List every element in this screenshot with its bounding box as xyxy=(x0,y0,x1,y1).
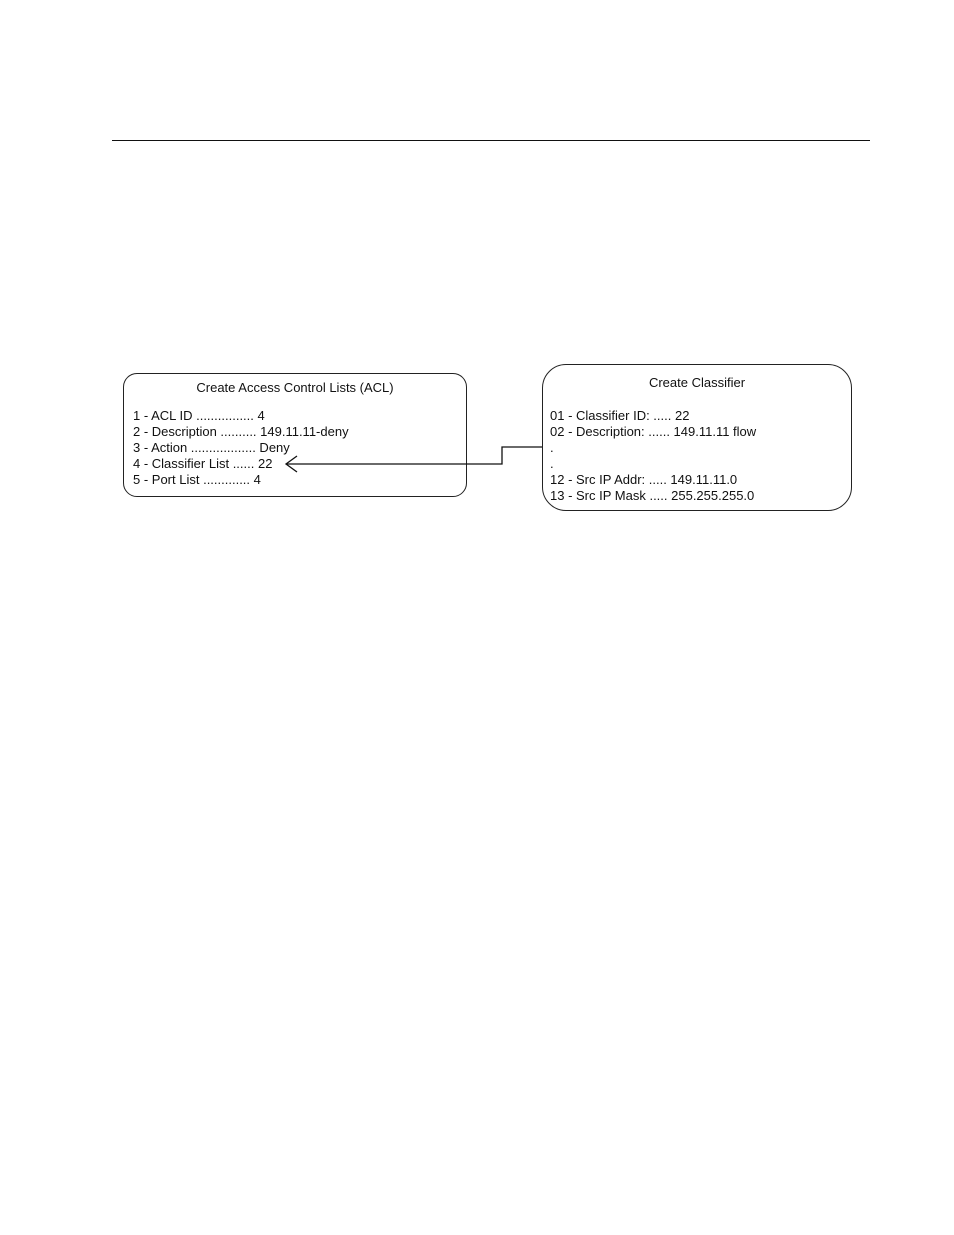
acl-field-classifier-list: 4 - Classifier List ...... 22 xyxy=(133,456,273,471)
acl-box-title: Create Access Control Lists (ACL) xyxy=(196,380,394,395)
classifier-field-src-ip-mask: 13 - Src IP Mask ..... 255.255.255.0 xyxy=(550,488,755,503)
acl-field-description: 2 - Description .......... 149.11.11-deny xyxy=(133,424,349,439)
classifier-field-src-ip-addr: 12 - Src IP Addr: ..... 149.11.11.0 xyxy=(550,472,738,487)
classifier-ellipsis-dot: . xyxy=(550,456,554,471)
acl-fields xyxy=(133,408,349,488)
acl-field-acl-id: 1 - ACL ID ................ 4 xyxy=(133,408,265,423)
classifier-field-description: 02 - Description: ...... 149.11.11 flow xyxy=(550,424,757,439)
classifier-box-title: Create Classifier xyxy=(648,375,746,390)
acl-field-action: 3 - Action .................. Deny xyxy=(133,440,290,455)
acl-field-port-list: 5 - Port List ............. 4 xyxy=(133,472,261,487)
classifier-ellipsis-dot: . xyxy=(550,440,554,455)
acl-box xyxy=(123,373,467,497)
classifier-box xyxy=(542,364,852,511)
header-rule xyxy=(112,140,870,141)
classifier-fields xyxy=(550,408,756,504)
classifier-field-id: 01 - Classifier ID: ..... 22 xyxy=(550,408,690,423)
